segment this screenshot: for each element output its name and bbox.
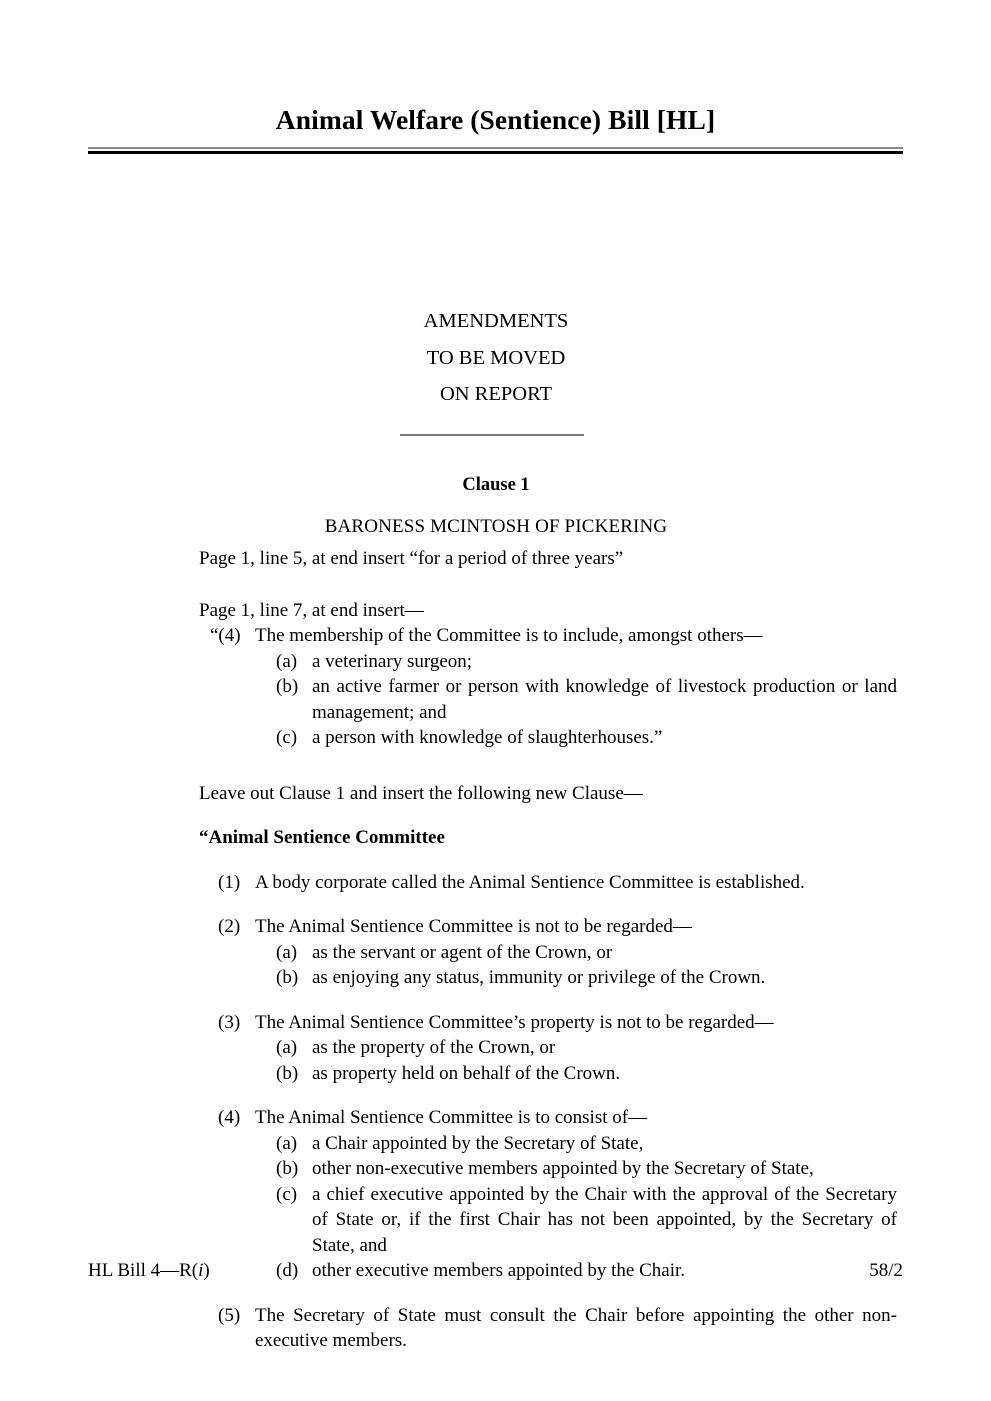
list-item xyxy=(199,1182,897,1259)
list-item xyxy=(199,1010,897,1036)
list-item-marker: (3) xyxy=(218,1011,241,1033)
list-item xyxy=(199,674,897,725)
list-item-marker: (a) xyxy=(276,650,298,672)
list-item xyxy=(199,1035,897,1061)
list-item xyxy=(199,725,897,751)
heading-line-2: TO BE MOVED xyxy=(426,346,566,369)
spacer xyxy=(199,1086,897,1105)
bill-reference-italic: i xyxy=(198,1260,204,1281)
spacer xyxy=(199,806,897,825)
list-item-marker: (a) xyxy=(276,1037,298,1058)
list-item-text: A body corporate called the Animal Sentience Committee is established. xyxy=(255,871,805,893)
list-item-text: as the property of the Crown, or xyxy=(312,1037,556,1058)
list-item-text: as enjoying any status, immunity or privilege of the Crown. xyxy=(312,967,766,988)
bill-reference-suffix: ) xyxy=(203,1260,210,1281)
list-item-marker: (b) xyxy=(276,967,299,988)
list-item xyxy=(199,1105,897,1131)
list-item xyxy=(199,1156,897,1182)
spacer xyxy=(199,751,897,781)
list-item-text: other non-executive members appointed by the Secretary of State, xyxy=(312,1158,814,1179)
clause-heading: Clause 1 xyxy=(462,475,530,495)
spacer xyxy=(199,851,897,870)
spacer xyxy=(199,895,897,914)
amendments-heading xyxy=(196,303,796,413)
list-item-marker: (a) xyxy=(276,1132,298,1154)
list-item xyxy=(199,940,897,966)
title-divider-thick-line xyxy=(88,151,903,154)
list-item-text: as property held on behalf of the Crown. xyxy=(312,1062,621,1084)
heading-line-1: AMENDMENTS xyxy=(423,310,569,332)
list-item-marker: (b) xyxy=(276,1062,299,1084)
list-item xyxy=(199,870,897,896)
list-item xyxy=(199,623,897,649)
list-item-marker: “(4) xyxy=(210,625,241,646)
list-item xyxy=(199,1061,897,1087)
list-item xyxy=(199,649,897,675)
list-item-text: The Secretary of State must consult the Chair before appointing the other non-executive members. xyxy=(255,1304,897,1351)
amendment-first-text: Page 1, line 5, at end insert “for a period of three years” xyxy=(199,548,624,569)
list-item-marker: (2) xyxy=(218,916,241,937)
new-clause-title: “Animal Sentience Committee xyxy=(199,827,445,848)
list-item-text: a veterinary surgeon; xyxy=(312,650,473,672)
list-item-text: as the servant or agent of the Crown, or xyxy=(312,941,613,963)
list-item-marker: (d) xyxy=(276,1260,299,1281)
list-item xyxy=(199,1131,897,1157)
list-item xyxy=(199,965,897,991)
bill-reference xyxy=(88,1260,210,1282)
list-item-text: a chief executive appointed by the Chair with the approval of the Secretary of State or, if the first Chair has not been appointed, by the Secretary of State, and xyxy=(312,1183,897,1256)
spacer xyxy=(199,572,897,598)
list-item-text: an active farmer or person with knowledge of livestock production or land management; and xyxy=(312,676,897,723)
list-item-marker: (1) xyxy=(218,871,241,893)
list-item xyxy=(199,914,897,940)
list-item-text: a Chair appointed by the Secretary of State, xyxy=(312,1132,644,1154)
spacer xyxy=(199,1284,897,1303)
spacer xyxy=(199,991,897,1010)
list-item-marker: (b) xyxy=(276,676,299,697)
list-item-text: The Animal Sentience Committee’s property is not to be regarded— xyxy=(255,1011,774,1033)
amendments-body xyxy=(199,546,897,1354)
amendment-third-lead: Leave out Clause 1 and insert the following new Clause— xyxy=(199,782,643,804)
list-item-marker: (b) xyxy=(276,1158,299,1179)
list-item-marker: (4) xyxy=(218,1107,241,1128)
list-item-marker: (5) xyxy=(218,1304,241,1326)
list-item-text: The Animal Sentience Committee is to consist of— xyxy=(255,1107,648,1128)
list-item-marker: (a) xyxy=(276,941,298,963)
list-item-text: The Animal Sentience Committee is not to be regarded— xyxy=(255,916,692,937)
list-item xyxy=(199,1303,897,1354)
section-separator-rule xyxy=(400,434,584,436)
list-item-marker: (c) xyxy=(276,727,298,748)
page-title: Animal Welfare (Sentience) Bill [HL] xyxy=(275,104,716,135)
title-divider xyxy=(88,147,903,154)
list-item-text: other executive members appointed by the Chair. xyxy=(312,1260,686,1281)
list-item-marker: (c) xyxy=(276,1183,298,1205)
bill-reference-prefix: HL Bill 4—R( xyxy=(88,1260,199,1281)
list-item-text: a person with knowledge of slaughterhouses.” xyxy=(312,727,663,748)
heading-line-3: ON REPORT xyxy=(439,383,553,405)
page-reference: 58/2 xyxy=(869,1260,903,1281)
page-footer xyxy=(88,1260,903,1282)
sponsor-name: BARONESS MCINTOSH OF PICKERING xyxy=(324,516,668,537)
amendment-second-lead: Page 1, line 7, at end insert— xyxy=(199,599,424,621)
list-item-text: The membership of the Committee is to include, amongst others— xyxy=(255,625,763,646)
